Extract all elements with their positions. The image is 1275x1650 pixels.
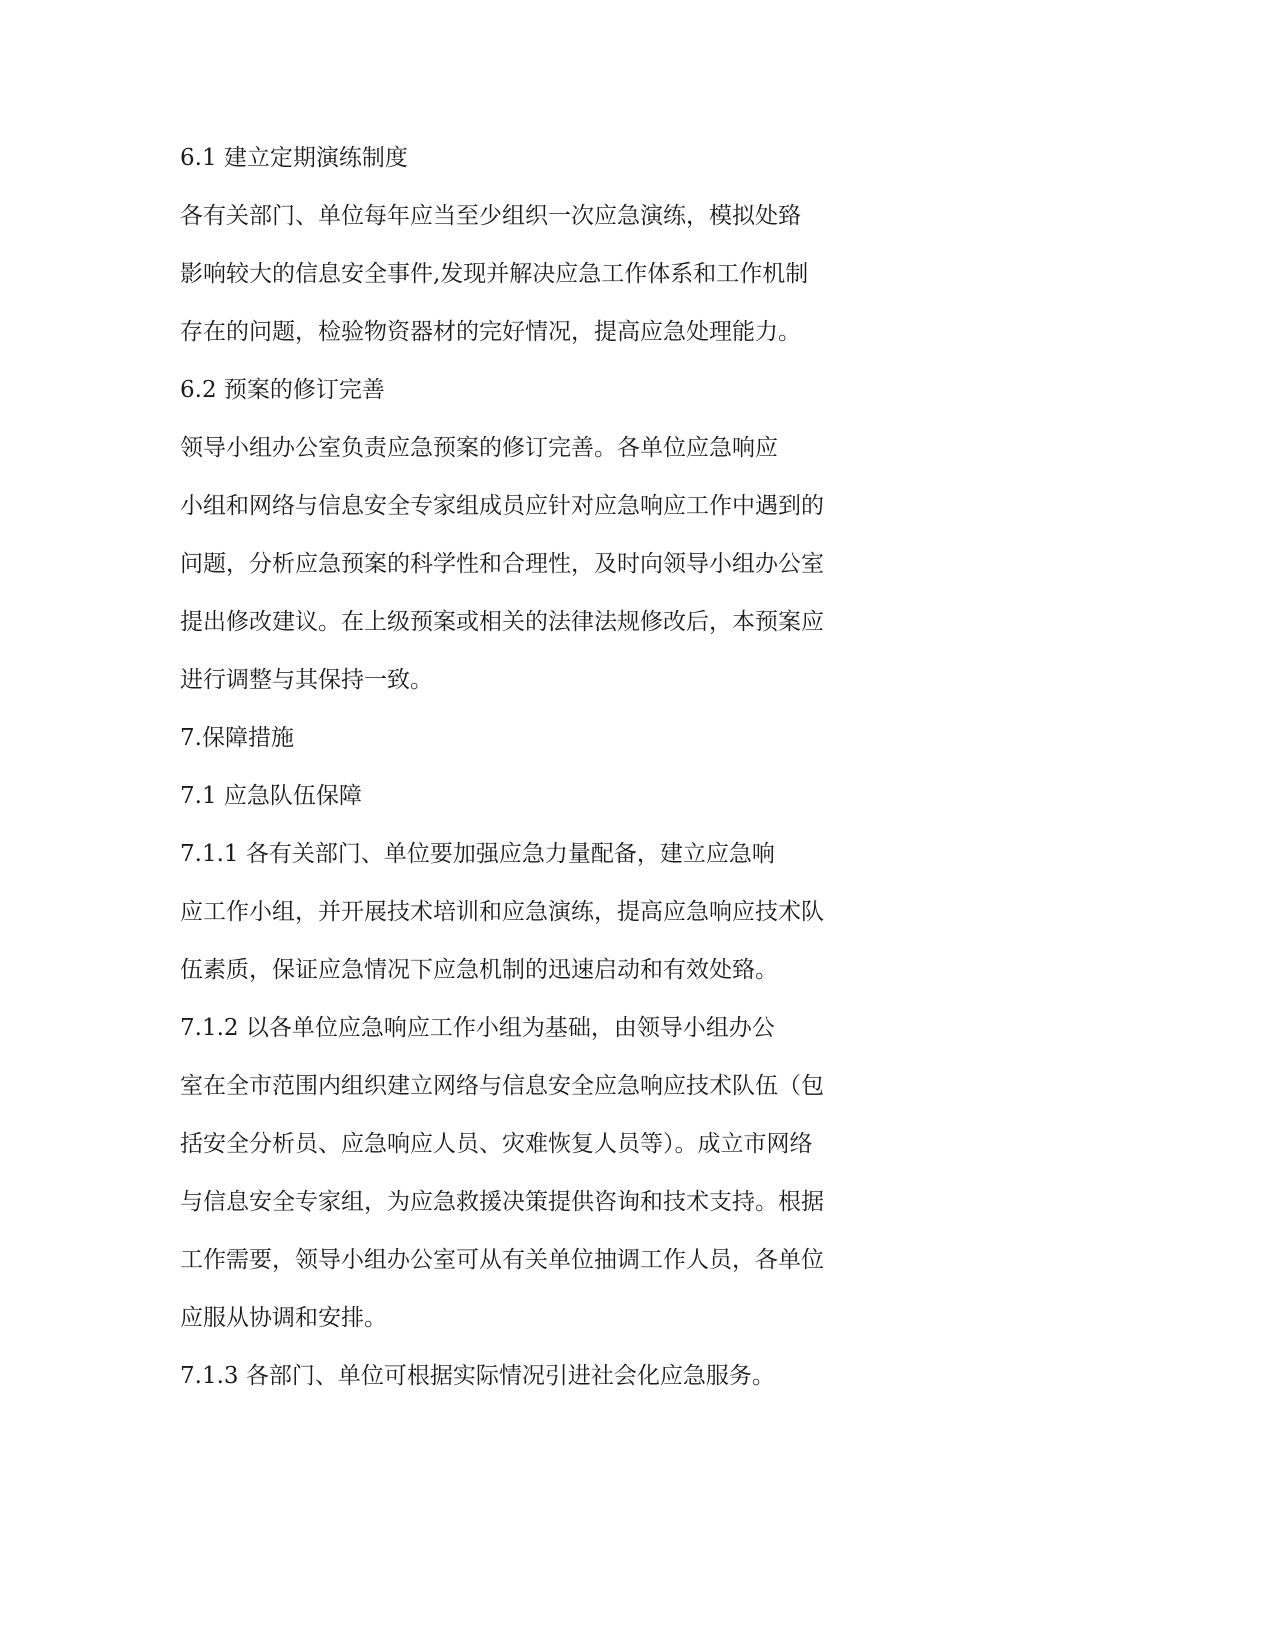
heading-6-1: 6.1 建立定期演练制度 <box>180 145 408 171</box>
paragraph-line: 与信息安全专家组，为应急救援决策提供咨询和技术支持。根据 <box>180 1189 824 1215</box>
paragraph-line: 7.1.2 以各单位应急响应工作小组为基础，由领导小组办公 <box>180 1015 775 1041</box>
paragraph-line: 应服从协调和安排。 <box>180 1305 387 1331</box>
paragraph-line: 7.1.3 各部门、单位可根据实际情况引进社会化应急服务。 <box>180 1363 775 1389</box>
paragraph-line: 影响较大的信息安全事件,发现并解决应急工作体系和工作机制 <box>180 261 809 287</box>
paragraph-line: 存在的问题，检验物资器材的完好情况，提高应急处理能力。 <box>180 319 801 345</box>
paragraph-line: 室在全市范围内组织建立网络与信息安全应急响应技术队伍（包 <box>180 1073 824 1099</box>
paragraph-line: 7.1.1 各有关部门、单位要加强应急力量配备，建立应急响 <box>180 841 775 867</box>
paragraph-line: 提出修改建议。在上级预案或相关的法律法规修改后，本预案应 <box>180 609 824 635</box>
paragraph-line: 应工作小组，并开展技术培训和应急演练，提高应急响应技术队 <box>180 899 824 925</box>
heading-7-1: 7.1 应急队伍保障 <box>180 783 362 809</box>
paragraph-line: 领导小组办公室负责应急预案的修订完善。各单位应急响应 <box>180 435 778 461</box>
paragraph-line: 小组和网络与信息安全专家组成员应针对应急响应工作中遇到的 <box>180 493 824 519</box>
heading-7: 7.保障措施 <box>180 725 294 751</box>
paragraph-line: 问题，分析应急预案的科学性和合理性，及时向领导小组办公室 <box>180 551 824 577</box>
paragraph-line: 伍素质，保证应急情况下应急机制的迅速启动和有效处臵。 <box>180 957 778 983</box>
paragraph-line: 各有关部门、单位每年应当至少组织一次应急演练，模拟处臵 <box>180 203 801 229</box>
heading-6-2: 6.2 预案的修订完善 <box>180 377 385 403</box>
paragraph-line: 括安全分析员、应急响应人员、灾难恢复人员等）。成立市网络 <box>180 1131 813 1157</box>
paragraph-line: 工作需要，领导小组办公室可从有关单位抽调工作人员，各单位 <box>180 1247 824 1273</box>
paragraph-line: 进行调整与其保持一致。 <box>180 667 433 693</box>
